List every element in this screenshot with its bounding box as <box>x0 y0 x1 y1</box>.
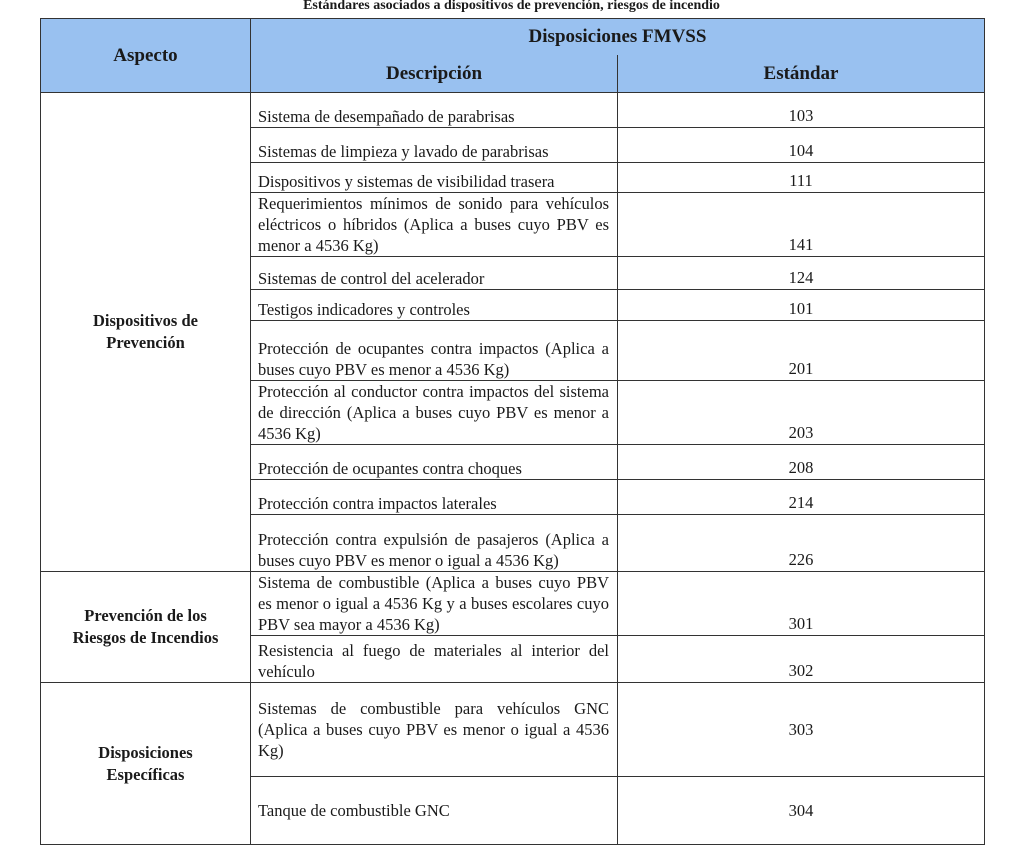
description-cell: Protección de ocupantes contra impactos (Aplica a buses cuyo PBV es menor a 4536 Kg) <box>251 321 618 381</box>
description-cell: Resistencia al fuego de materiales al interior del vehículo <box>251 636 618 683</box>
aspect-line: Dispositivos de <box>93 311 198 330</box>
description-cell: Protección contra expulsión de pasajeros (Aplica a buses cuyo PBV es menor o igual a 4536 Kg) <box>251 515 618 572</box>
standard-cell: 101 <box>618 290 985 321</box>
table-row <box>41 93 985 128</box>
table-row <box>41 572 985 636</box>
standard-cell: 302 <box>618 636 985 683</box>
description-cell: Protección contra impactos laterales <box>251 480 618 515</box>
description-cell: Testigos indicadores y controles <box>251 290 618 321</box>
description-cell: Sistemas de combustible para vehículos GNC (Aplica a buses cuyo PBV es menor o igual a 4536 Kg) <box>251 683 618 777</box>
table-title: Estándares asociados a dispositivos de prevención, riesgos de incendio <box>303 0 720 13</box>
aspect-line: Específicas <box>106 764 185 784</box>
description-cell: Requerimientos mínimos de sonido para vehículos eléctricos o híbridos (Aplica a buses cuyo PBV es menor a 4536 Kg) <box>251 193 618 257</box>
aspect-line: Prevención <box>106 333 185 352</box>
description-cell: Sistemas de control del acelerador <box>251 257 618 290</box>
table-row <box>41 683 985 777</box>
aspect-line: Prevención de los <box>84 606 207 625</box>
aspect-cell-especificas <box>41 683 251 845</box>
standard-cell: 303 <box>618 683 985 777</box>
description-cell: Sistema de combustible (Aplica a buses cuyo PBV es menor o igual a 4536 Kg y a buses escolares cuyo PBV sea mayor a 4536 Kg) <box>251 572 618 636</box>
description-cell: Tanque de combustible GNC <box>251 777 618 845</box>
description-cell: Protección al conductor contra impactos del sistema de dirección (Aplica a buses cuyo PBV es menor a 4536 Kg) <box>251 381 618 445</box>
aspect-line: Disposiciones <box>98 742 193 762</box>
standard-cell: 103 <box>618 93 985 128</box>
description-cell: Sistema de desempañado de parabrisas <box>251 93 618 128</box>
standard-cell: 201 <box>618 321 985 381</box>
standard-cell: 111 <box>618 163 985 193</box>
standard-cell: 214 <box>618 480 985 515</box>
header-estandar: Estándar <box>618 55 985 93</box>
header-aspecto: Aspecto <box>41 19 251 93</box>
standards-table <box>40 18 985 845</box>
header-descripcion: Descripción <box>251 55 618 93</box>
standard-cell: 304 <box>618 777 985 845</box>
aspect-line: Riesgos de Incendios <box>72 628 219 647</box>
standard-cell: 124 <box>618 257 985 290</box>
standard-cell: 203 <box>618 381 985 445</box>
header-disposiciones: Disposiciones FMVSS <box>251 19 985 56</box>
description-cell: Dispositivos y sistemas de visibilidad trasera <box>251 163 618 193</box>
standard-cell: 104 <box>618 128 985 163</box>
standard-cell: 301 <box>618 572 985 636</box>
description-cell: Protección de ocupantes contra choques <box>251 445 618 480</box>
standard-cell: 141 <box>618 193 985 257</box>
standard-cell: 208 <box>618 445 985 480</box>
description-cell: Sistemas de limpieza y lavado de parabrisas <box>251 128 618 163</box>
aspect-cell-incendios <box>41 572 251 683</box>
aspect-cell-prevencion <box>41 93 251 572</box>
standard-cell: 226 <box>618 515 985 572</box>
